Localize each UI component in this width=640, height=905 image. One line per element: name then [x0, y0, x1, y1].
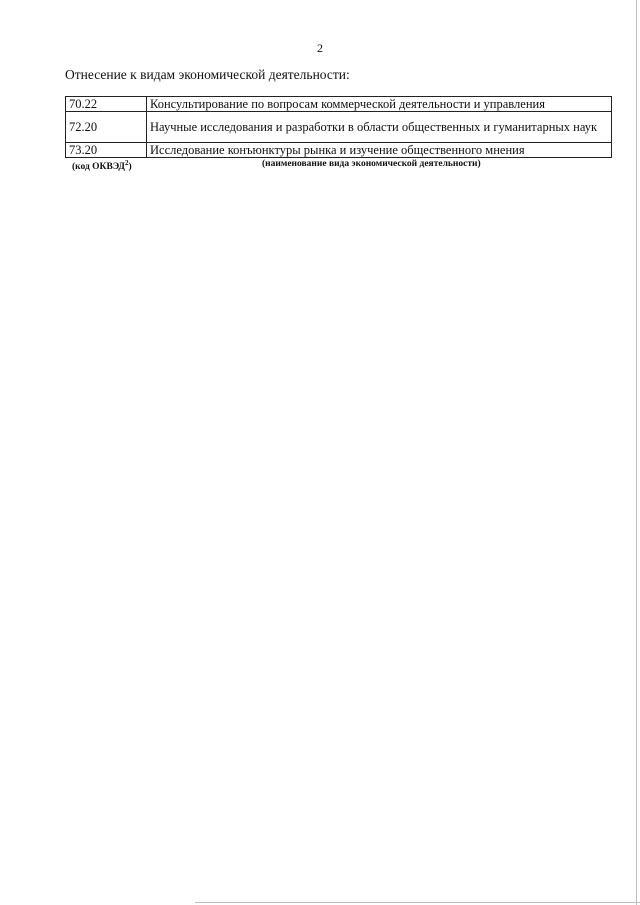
- activity-table: [65, 96, 612, 158]
- name-column-caption: (наименование вида экономической деятельности): [262, 159, 481, 169]
- page-number: 2: [317, 41, 323, 55]
- footnote-marker: 2: [124, 159, 129, 167]
- code-caption-close: ): [128, 162, 132, 173]
- table-row: [66, 143, 612, 158]
- activity-name: Исследование конъюнктуры рынка и изучение общественного мнения: [147, 143, 612, 158]
- table-row: [66, 97, 612, 112]
- okved-code: 73.20: [66, 143, 147, 158]
- table-row: [66, 112, 612, 143]
- okved-code: 70.22: [66, 97, 147, 112]
- code-caption-label: (код ОКВЭД: [72, 162, 125, 173]
- scan-edge-bottom: [195, 902, 640, 903]
- okved-code: 72.20: [66, 112, 147, 143]
- activity-name: Консультирование по вопросам коммерческой деятельности и управления: [147, 97, 612, 112]
- activity-name: Научные исследования и разработки в области общественных и гуманитарных наук: [147, 112, 612, 143]
- code-column-caption: [72, 159, 132, 172]
- section-heading: Отнесение к видам экономической деятельности:: [65, 67, 350, 82]
- scan-edge-right: [636, 0, 637, 905]
